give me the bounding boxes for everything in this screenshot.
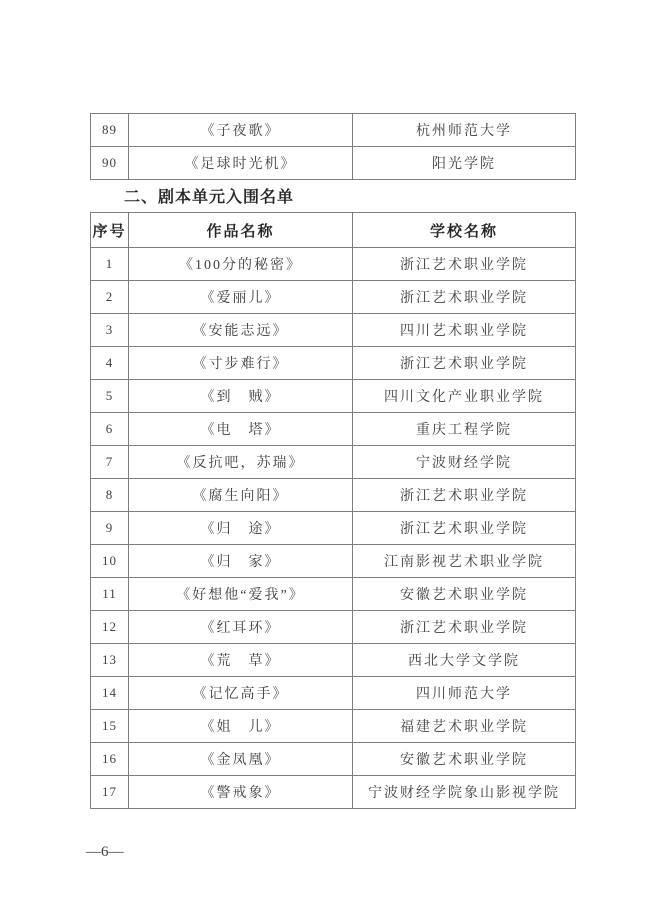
- cell-work-title: 《腐生向阳》: [129, 479, 353, 512]
- table-row: [91, 380, 576, 413]
- cell-serial-number: 14: [91, 677, 129, 710]
- continuation-table: [90, 113, 576, 180]
- cell-serial-number: 4: [91, 347, 129, 380]
- cell-serial-number: 11: [91, 578, 129, 611]
- cell-serial-number: 9: [91, 512, 129, 545]
- cell-serial-number: 17: [91, 776, 129, 809]
- cell-work-title: 《警戒象》: [129, 776, 353, 809]
- table-row: [91, 578, 576, 611]
- cell-school-name: 阳光学院: [353, 147, 576, 180]
- cell-school-name: 宁波财经学院象山影视学院: [353, 776, 576, 809]
- cell-school-name: 西北大学文学院: [353, 644, 576, 677]
- cell-school-name: 福建艺术职业学院: [353, 710, 576, 743]
- table-row: [91, 347, 576, 380]
- table-row: [91, 611, 576, 644]
- table-row: [91, 281, 576, 314]
- cell-school-name: 安徽艺术职业学院: [353, 743, 576, 776]
- cell-school-name: 四川艺术职业学院: [353, 314, 576, 347]
- table-row: [91, 776, 576, 809]
- table-row: [91, 314, 576, 347]
- table-row: [91, 446, 576, 479]
- cell-work-title: 《归 家》: [129, 545, 353, 578]
- cell-work-title: 《100分的秘密》: [129, 248, 353, 281]
- cell-serial-number: 12: [91, 611, 129, 644]
- table-row: [91, 644, 576, 677]
- cell-work-title: 《归 途》: [129, 512, 353, 545]
- cell-school-name: 江南影视艺术职业学院: [353, 545, 576, 578]
- cell-school-name: 杭州师范大学: [353, 114, 576, 147]
- table-row: [91, 248, 576, 281]
- header-serial-number: 序号: [91, 213, 129, 248]
- cell-work-title: 《电 塔》: [129, 413, 353, 446]
- table-row: [91, 677, 576, 710]
- header-work-title: 作品名称: [129, 213, 353, 248]
- cell-work-title: 《反抗吧，苏瑞》: [129, 446, 353, 479]
- cell-serial-number: 10: [91, 545, 129, 578]
- script-unit-table: [90, 212, 576, 809]
- cell-serial-number: 5: [91, 380, 129, 413]
- page-number: —6—: [86, 844, 124, 860]
- cell-school-name: 安徽艺术职业学院: [353, 578, 576, 611]
- cell-school-name: 浙江艺术职业学院: [353, 479, 576, 512]
- table-header-row: [91, 213, 576, 248]
- cell-serial-number: 8: [91, 479, 129, 512]
- table-row: [91, 743, 576, 776]
- cell-serial-number: 15: [91, 710, 129, 743]
- cell-school-name: 四川师范大学: [353, 677, 576, 710]
- cell-work-title: 《好想他“爱我”》: [129, 578, 353, 611]
- table-row: [91, 114, 576, 147]
- cell-serial-number: 90: [91, 147, 129, 180]
- cell-school-name: 浙江艺术职业学院: [353, 512, 576, 545]
- cell-work-title: 《姐 儿》: [129, 710, 353, 743]
- cell-school-name: 宁波财经学院: [353, 446, 576, 479]
- cell-serial-number: 1: [91, 248, 129, 281]
- cell-work-title: 《子夜歌》: [129, 114, 353, 147]
- section-heading: 二、剧本单元入围名单: [124, 189, 295, 206]
- table-row: [91, 413, 576, 446]
- cell-work-title: 《金凤凰》: [129, 743, 353, 776]
- table-row: [91, 147, 576, 180]
- cell-work-title: 《记忆高手》: [129, 677, 353, 710]
- cell-school-name: 浙江艺术职业学院: [353, 281, 576, 314]
- cell-school-name: 重庆工程学院: [353, 413, 576, 446]
- header-school-name: 学校名称: [353, 213, 576, 248]
- cell-serial-number: 6: [91, 413, 129, 446]
- cell-work-title: 《荒 草》: [129, 644, 353, 677]
- cell-serial-number: 7: [91, 446, 129, 479]
- cell-work-title: 《安能志远》: [129, 314, 353, 347]
- table-row: [91, 545, 576, 578]
- cell-work-title: 《红耳环》: [129, 611, 353, 644]
- cell-serial-number: 3: [91, 314, 129, 347]
- cell-serial-number: 16: [91, 743, 129, 776]
- cell-serial-number: 2: [91, 281, 129, 314]
- cell-serial-number: 13: [91, 644, 129, 677]
- cell-school-name: 浙江艺术职业学院: [353, 347, 576, 380]
- cell-school-name: 四川文化产业职业学院: [353, 380, 576, 413]
- table-row: [91, 710, 576, 743]
- cell-work-title: 《爱丽儿》: [129, 281, 353, 314]
- cell-serial-number: 89: [91, 114, 129, 147]
- cell-school-name: 浙江艺术职业学院: [353, 611, 576, 644]
- cell-school-name: 浙江艺术职业学院: [353, 248, 576, 281]
- cell-work-title: 《足球时光机》: [129, 147, 353, 180]
- table-row: [91, 479, 576, 512]
- table-row: [91, 512, 576, 545]
- cell-work-title: 《到 贼》: [129, 380, 353, 413]
- cell-work-title: 《寸步难行》: [129, 347, 353, 380]
